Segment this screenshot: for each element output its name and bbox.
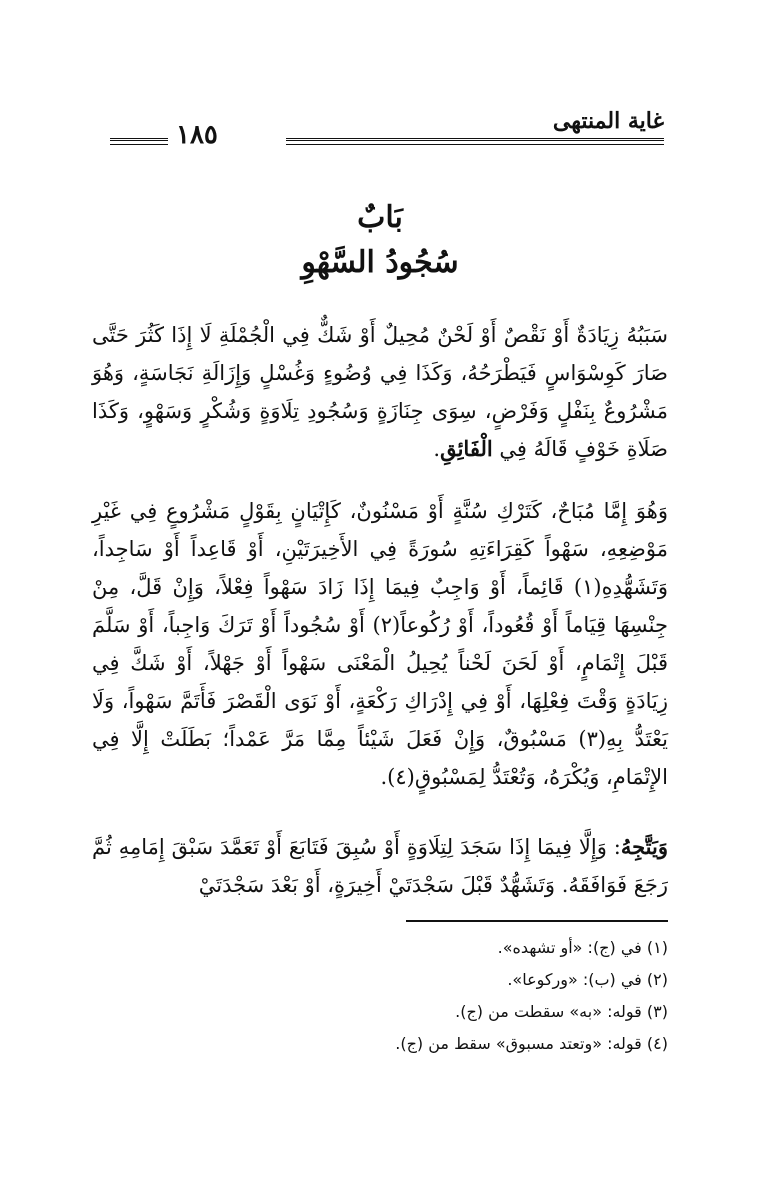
chapter-label: بَابٌ — [357, 200, 403, 235]
paragraph-1-source: الْفَائِقِ — [440, 436, 493, 461]
header-rule-left — [110, 138, 168, 145]
footnote-4: (٤) قوله: «وتعتد مسبوق» سقط من (ج). — [395, 1034, 668, 1053]
paragraph-2-text: وَهُوَ إِمَّا مُبَاحٌ، كَتَرْكِ سُنَّةٍ أَوْ مَسْنُونٌ، كَإِتْيَانٍ بِقَوْلٍ مَشْرُوعٍ فِي غَيْرِ مَوْضِعِهِ، سَهْواً كَقِرَاءَتِهِ سُورَةً فِي الأَخِيرَتَيْنِ، أَوْ قَاعِداً أَوْ سَاجِداً، وَتَشَهُّدِهِ(١) قَائِماً، أَوْ وَاجِبٌ فِيمَا إِذَا زَادَ سَهْواً فِعْلاً، وَإِنْ قَلَّ، مِنْ جِنْسِهَا قِيَاماً أَوْ قُعُوداً، أَوْ رُكُوعاً(٢) أَوْ سُجُوداً أَوْ تَرَكَ وَاجِباً، أَوْ سَلَّمَ قَبْلَ إِتْمَامٍ، أَوْ لَحَنَ لَحْناً يُحِيلُ الْمَعْنَى سَهْواً أَوْ جَهْلاً، أَوْ شَكَّ فِي زِيَادَةٍ وَقْتَ فِعْلِهَا، أَوْ فِي إِدْرَاكِ رَكْعَةٍ، أَوْ نَوَى الْقَصْرَ فَأَتَمَّ سَهْواً، وَلَا يَعْتَدُّ بِهِ(٣) مَسْبُوقٌ، وَإِنْ فَعَلَ شَيْئاً مِمَّا مَرَّ عَمْداً؛ بَطَلَتْ إِلَّا فِي الإِتْمَامِ، وَيُكْرَهُ، وَتُعْتَدُّ لِمَسْبُوقٍ(٤). — [92, 499, 668, 789]
footnote-1: (١) في (ج): «أو تشهده». — [497, 938, 668, 957]
running-title: غاية المنتهى — [552, 108, 664, 134]
footnote-2: (٢) في (ب): «وركوعا». — [507, 970, 668, 989]
paragraph-1-end: . — [433, 437, 441, 461]
footnote-3: (٣) قوله: «به» سقطت من (ج). — [455, 1002, 668, 1021]
page-number: ١٨٥ — [176, 120, 218, 150]
paragraph-1 — [92, 316, 668, 468]
paragraph-3-head: وَيَتَّجِهُ — [620, 834, 668, 859]
paragraph-1-text: سَبَبُهُ زِيَادَةٌ أَوْ نَقْصٌ أَوْ لَحْنٌ مُحِيلٌ أَوْ شَكٌّ فِي الْجُمْلَةِ لَا إِذَا كَثُرَ حَتَّى صَارَ كَوِسْوَاسٍ فَيَطْرَحُهُ، وَكَذَا فِي وُضُوءٍ وَغُسْلٍ وَإِزَالَةِ نَجَاسَةٍ، وَهُوَ مَشْرُوعٌ بِنَفْلٍ وَفَرْضٍ، سِوَى جِنَازَةٍ وَسُجُودِ تِلَاوَةٍ وَشُكْرٍ وَسَهْوٍ، وَكَذَا صَلَاةِ خَوْفٍ قَالَهُ فِي — [92, 323, 668, 461]
footnote-rule — [406, 920, 668, 922]
header-rule-right — [286, 138, 664, 145]
chapter-title: سُجُودُ السَّهْوِ — [301, 245, 459, 280]
paragraph-3-text: : وَإِلَّا فِيمَا إِذَا سَجَدَ لِتِلَاوَةٍ أَوْ سُبِقَ فَتَابَعَ أَوْ تَعَمَّدَ سَبْقَ إِمَامِهِ ثُمَّ رَجَعَ فَوَافَقَهُ. وَتَشَهُّدٌ قَبْلَ سَجْدَتَيْ أَخِيرَةٍ، أَوْ بَعْدَ سَجْدَتَيْ — [92, 835, 668, 897]
paragraph-2 — [92, 492, 668, 796]
footnotes — [92, 932, 668, 1060]
paragraph-3 — [92, 828, 668, 904]
